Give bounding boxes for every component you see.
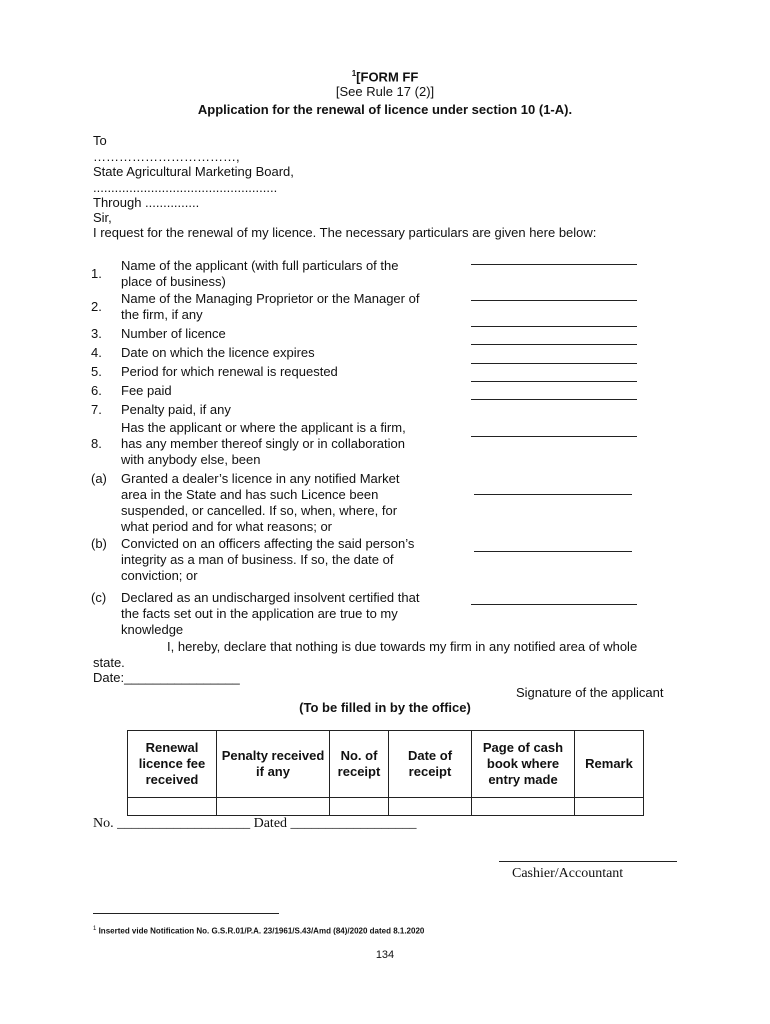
- item-text: Granted a dealer’s licence in any notified Market area in the State and has such Licence been suspended, or cancelled. If so, when, where, for what period and for what reasons; or: [121, 471, 400, 534]
- answer-line: [471, 604, 637, 605]
- item-text: Fee paid: [121, 383, 172, 398]
- date-field: Date:________________: [93, 670, 240, 685]
- form-subject: Application for the renewal of licence under section 10 (1-A).: [197, 102, 573, 117]
- table-cell: [472, 798, 575, 816]
- through-line: Through ...............: [93, 195, 200, 210]
- item-number: 7.: [91, 402, 102, 417]
- answer-line: [471, 264, 637, 265]
- table-cell: [128, 798, 217, 816]
- item-text: Has the applicant or where the applicant is a firm, has any member thereof singly or in collaboration with anybody else, been: [121, 420, 406, 467]
- answer-line: [471, 436, 637, 437]
- footnote-text: Inserted vide Notification No. G.S.R.01/P.A. 23/1961/S.43/Amd (84)/2020 dated 8.1.2020: [98, 926, 425, 936]
- column-header: Date of receipt: [389, 731, 472, 798]
- item-number: (b): [91, 536, 107, 551]
- form-title-superscript: 1: [351, 69, 357, 78]
- item-text: Name of the applicant (with full particulars of the place of business): [121, 258, 399, 289]
- table-cell: [217, 798, 330, 816]
- salutation: Sir,: [93, 210, 112, 225]
- number-dated-line: No. ___________________ Dated __________________: [93, 816, 417, 831]
- answer-line: [474, 494, 632, 495]
- office-table-row: [128, 798, 644, 816]
- item-number: 2.: [91, 299, 102, 314]
- request-text: I request for the renewal of my licence. The necessary particulars are given here below:: [93, 225, 597, 240]
- item-number: 6.: [91, 383, 102, 398]
- answer-line: [471, 344, 637, 345]
- answer-line: [471, 363, 637, 364]
- column-header: Remark: [575, 731, 644, 798]
- answer-line: [471, 381, 637, 382]
- column-header: Page of cash book where entry made: [472, 731, 575, 798]
- item-text: Number of licence: [121, 326, 226, 341]
- item-number: 5.: [91, 364, 102, 379]
- board-address-dots: ...................................................: [93, 180, 278, 195]
- item-number: (c): [91, 590, 107, 605]
- item-number: 8.: [91, 436, 102, 451]
- item-number: 1.: [91, 266, 102, 281]
- page-number: 134: [375, 949, 395, 961]
- table-cell: [575, 798, 644, 816]
- answer-line: [471, 300, 637, 301]
- office-table: [127, 730, 644, 816]
- item-number: (a): [91, 471, 107, 486]
- item-text: Declared as an undischarged insolvent certified that the facts set out in the application are true to my knowledge: [121, 590, 420, 637]
- answer-line: [474, 551, 632, 552]
- column-header: Penalty received if any: [217, 731, 330, 798]
- declaration-continued: state.: [93, 655, 125, 670]
- declaration-line: I, hereby, declare that nothing is due towards my firm in any notified area of whole: [167, 639, 638, 654]
- column-header: No. of receipt: [330, 731, 389, 798]
- form-title-text: [FORM FF: [356, 69, 419, 85]
- column-header: Renewal licence fee received: [128, 731, 217, 798]
- item-number: 3.: [91, 326, 102, 341]
- addressee-dots: ……………………………,: [93, 149, 240, 164]
- table-cell: [389, 798, 472, 816]
- applicant-signature-label: Signature of the applicant: [516, 685, 664, 700]
- form-title: [0, 66, 770, 85]
- answer-line: [471, 326, 637, 327]
- office-heading: (To be filled in by the office): [299, 700, 471, 715]
- footnote: [93, 924, 424, 937]
- item-number: 4.: [91, 345, 102, 360]
- board-name: State Agricultural Marketing Board,: [93, 164, 294, 179]
- item-text: Name of the Managing Proprietor or the Manager of the firm, if any: [121, 291, 420, 322]
- office-table-header-row: [128, 731, 644, 798]
- cashier-label: Cashier/Accountant: [512, 866, 624, 881]
- item-text: Convicted on an officers affecting the said person’s integrity as a man of business. If so, the date of conviction; or: [121, 536, 415, 583]
- item-text: Period for which renewal is requested: [121, 364, 338, 379]
- item-text: Date on which the licence expires: [121, 345, 315, 360]
- to-label: To: [93, 133, 107, 148]
- cashier-signature-line: [499, 861, 677, 862]
- item-text: Penalty paid, if any: [121, 402, 231, 417]
- footnote-superscript: 1: [93, 926, 97, 932]
- answer-line: [471, 399, 637, 400]
- footnote-separator: [93, 913, 279, 914]
- table-cell: [330, 798, 389, 816]
- rule-reference: [See Rule 17 (2)]: [335, 84, 435, 99]
